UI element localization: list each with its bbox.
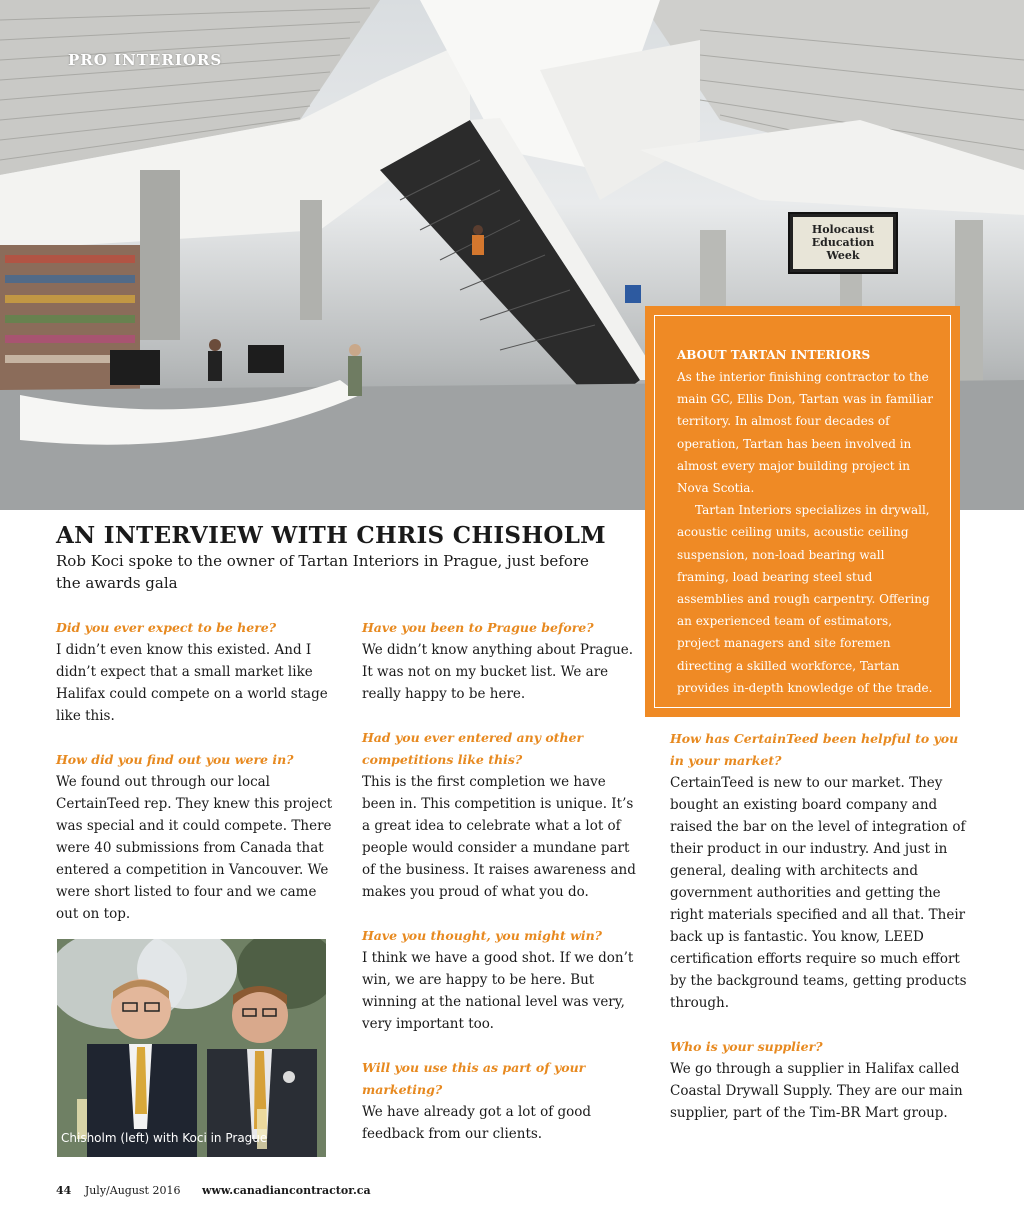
screen-line-1: Holocaust: [811, 223, 875, 236]
question: How did you find out you were in?: [56, 752, 294, 767]
sidebar-paragraph: As the interior finishing contractor to the main GC, Ellis Don, Tartan was in familiar territory. In almost four decades of operation, Tartan has been involved in almost every major building project in Nova Scotia.: [677, 370, 933, 496]
screen-line-2: Education: [811, 236, 875, 249]
answer: CertainTeed is new to our market. They bought an existing board company and raised the bar on the level of integration of their product in our industry. And just in general, dealing with architects and government authorities and getting the right materials specified and all that. Their back up is fantastic. You know, LEED certification efforts require so much effort by the background teams, getting products through.: [670, 775, 967, 1011]
answer: We have already got a lot of good feedback from our clients.: [362, 1104, 592, 1142]
issue-date: July/August 2016: [84, 1184, 181, 1197]
answer: This is the first completion we have been in. This competition is unique. It’s a great idea to celebrate what a lot of people would consider a mundane part of the business. It raises awareness and makes you proud of what you do.: [362, 774, 636, 900]
page-footer: [56, 1184, 371, 1197]
screen-line-3: Week: [826, 249, 860, 262]
tv-screen-text: [793, 217, 893, 269]
section-label: PRO INTERIORS: [68, 51, 223, 69]
photo-caption: Chisholm (left) with Koci in Prague: [61, 1131, 268, 1145]
article-deck: Rob Koci spoke to the owner of Tartan Interiors in Prague, just before the awards gala: [56, 552, 589, 592]
question: Have you thought, you might win?: [362, 928, 603, 943]
answer: I didn’t even know this existed. And I didn’t expect that a small market like Halifax could compete on a world stage like this.: [56, 642, 328, 724]
answer: We didn’t know anything about Prague. It was not on my bucket list. We are really happy to be here.: [362, 642, 634, 702]
sidebar-frame: [654, 315, 951, 708]
tv-screen: [788, 212, 898, 274]
question: Have you been to Prague before?: [362, 620, 594, 635]
article-column-2: [362, 617, 642, 1145]
article-column-3: [670, 728, 970, 1124]
answer: We go through a supplier in Halifax called Coastal Drywall Supply. They are our main supplier, part of the Tim-BR Mart group.: [670, 1061, 963, 1121]
sidebar-title: ABOUT TARTAN INTERIORS: [677, 348, 871, 362]
question: Who is your supplier?: [670, 1039, 823, 1054]
question: Will you use this as part of your marketing?: [362, 1060, 586, 1097]
answer: We found out through our local CertainTeed rep. They knew this project was special and it could compete. There were 40 submissions from Canada that entered a competition in Vancouver. We were short listed to four and we came out on top.: [56, 774, 333, 922]
about-tartan-sidebar: [645, 306, 960, 717]
article-headline: AN INTERVIEW WITH CHRIS CHISHOLM: [56, 522, 606, 549]
website-link[interactable]: www.canadiancontractor.ca: [201, 1184, 371, 1197]
article-column-1: [56, 617, 336, 925]
sidebar-paragraph: Tartan Interiors specializes in drywall, acoustic ceiling units, acoustic ceiling suspension, non-load bearing wall framing, load bearing steel stud assemblies and rough carpentry. Offering an experienced team of estimators, project managers and site foremen directing a skilled workforce, Tartan provides in-depth knowledge of the trade.: [677, 503, 933, 695]
question: Had you ever entered any other competitions like this?: [362, 730, 584, 767]
portrait-photo: [57, 939, 326, 1157]
question: Did you ever expect to be here?: [56, 620, 277, 635]
question: How has CertainTeed been helpful to you in your market?: [670, 731, 959, 768]
answer: I think we have a good shot. If we don’t win, we are happy to be here. But winning at the national level was very, very important too.: [362, 950, 634, 1032]
page-number: 44: [56, 1184, 72, 1197]
portrait-illustration: [57, 939, 326, 1157]
